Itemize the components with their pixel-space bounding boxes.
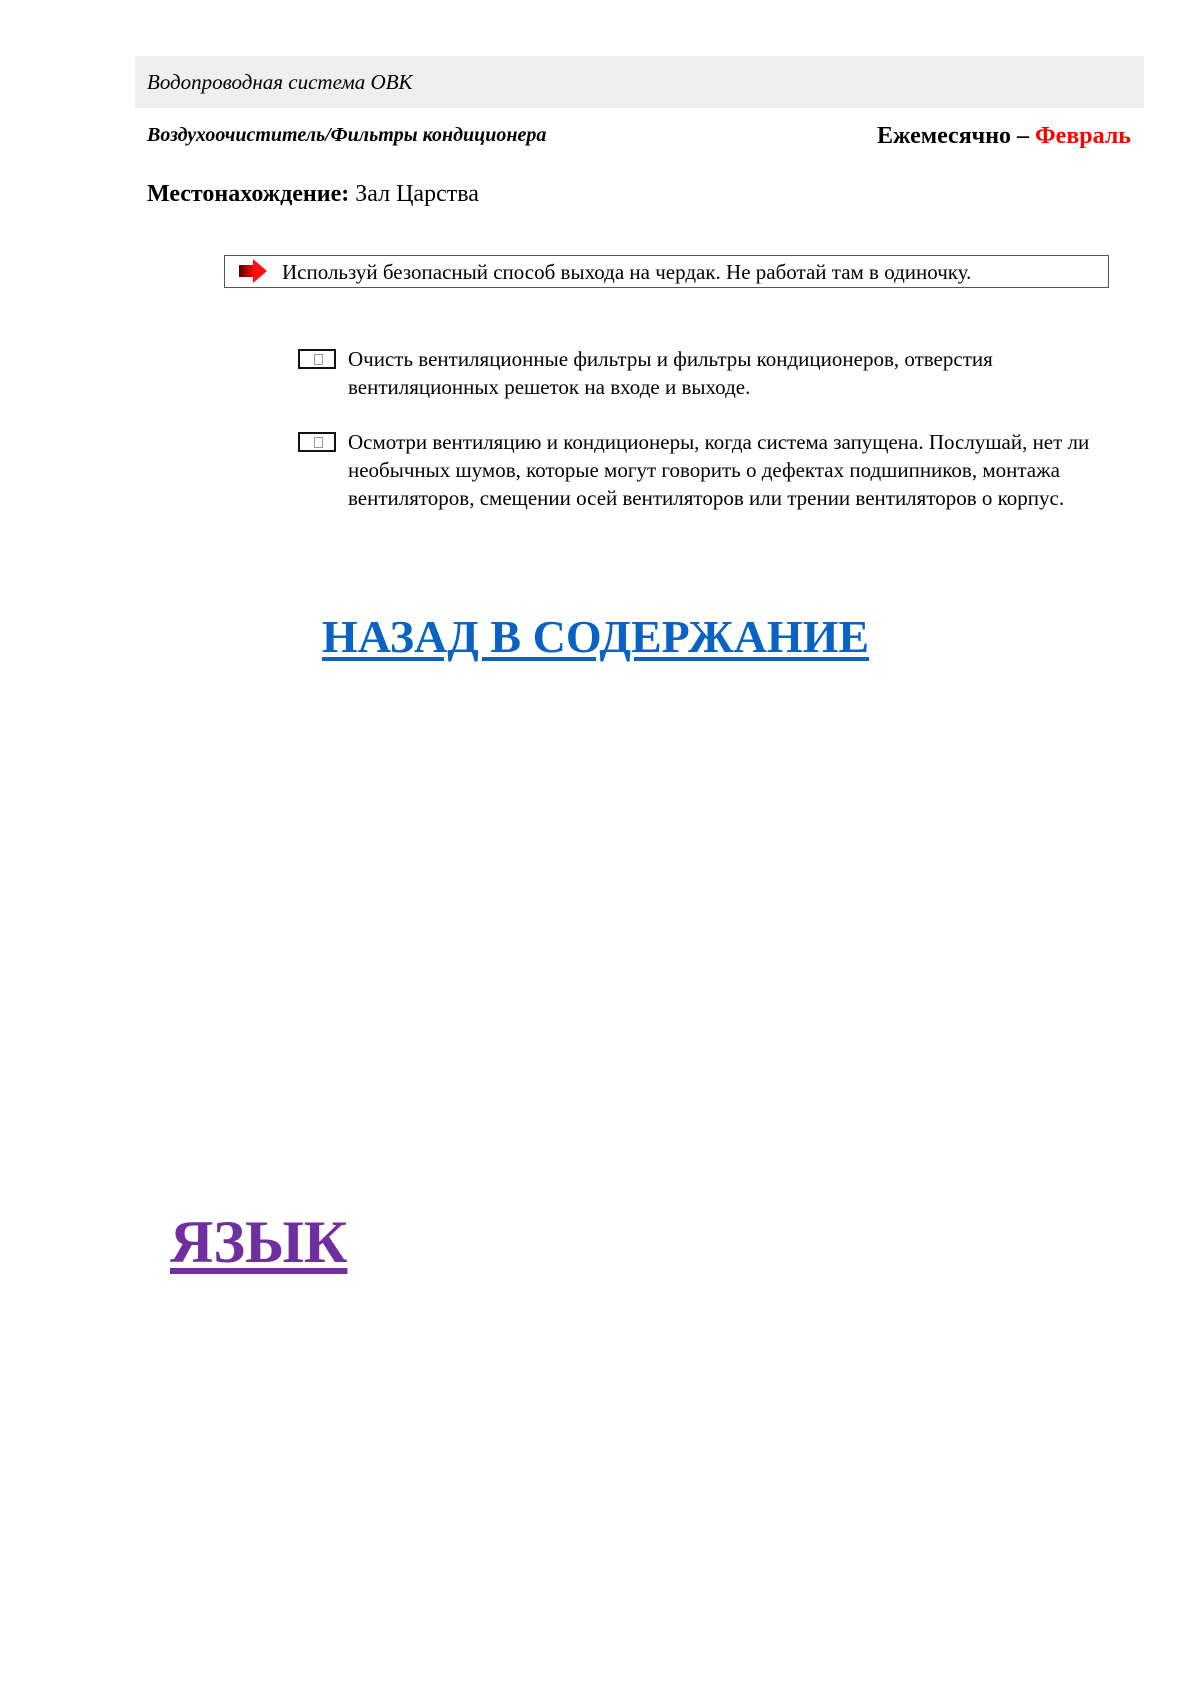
back-to-contents-link[interactable]: НАЗАД В СОДЕРЖАНИЕ — [321, 611, 870, 662]
task-item — [298, 345, 1098, 401]
section-title: Водопроводная система ОВК — [147, 70, 413, 94]
task-checkbox[interactable] — [298, 432, 336, 452]
page-subtitle: Воздухоочиститель/Фильтры кондиционера — [147, 124, 547, 146]
red-arrow-icon — [239, 259, 267, 283]
warning-text: Используй безопасный способ выхода на чердак. Не работай там в одиночку. — [282, 260, 972, 284]
frequency-text: Ежемесячно – — [877, 123, 1036, 149]
location-label: Местонахождение: — [147, 181, 350, 207]
month-label: Февраль — [1035, 123, 1131, 149]
safety-warning — [224, 255, 1109, 288]
location-value: Зал Царства — [349, 181, 479, 207]
language-link[interactable]: ЯЗЫК — [170, 1209, 348, 1275]
task-text: Очисть вентиляционные фильтры и фильтры кондиционеров, отверстия вентиляционных решеток на входе и выходе. — [348, 347, 993, 399]
frequency-label — [877, 123, 1131, 150]
task-text: Осмотри вентиляцию и кондиционеры, когда система запущена. Послушай, нет ли необычных шумов, которые могут говорить о дефектах подшипников, монтажа вентиляторов, смещении осей вентиляторов или трении вентиляторов о корпус. — [348, 430, 1090, 510]
task-checkbox[interactable] — [298, 349, 336, 369]
location — [147, 181, 479, 208]
task-item — [298, 428, 1098, 512]
